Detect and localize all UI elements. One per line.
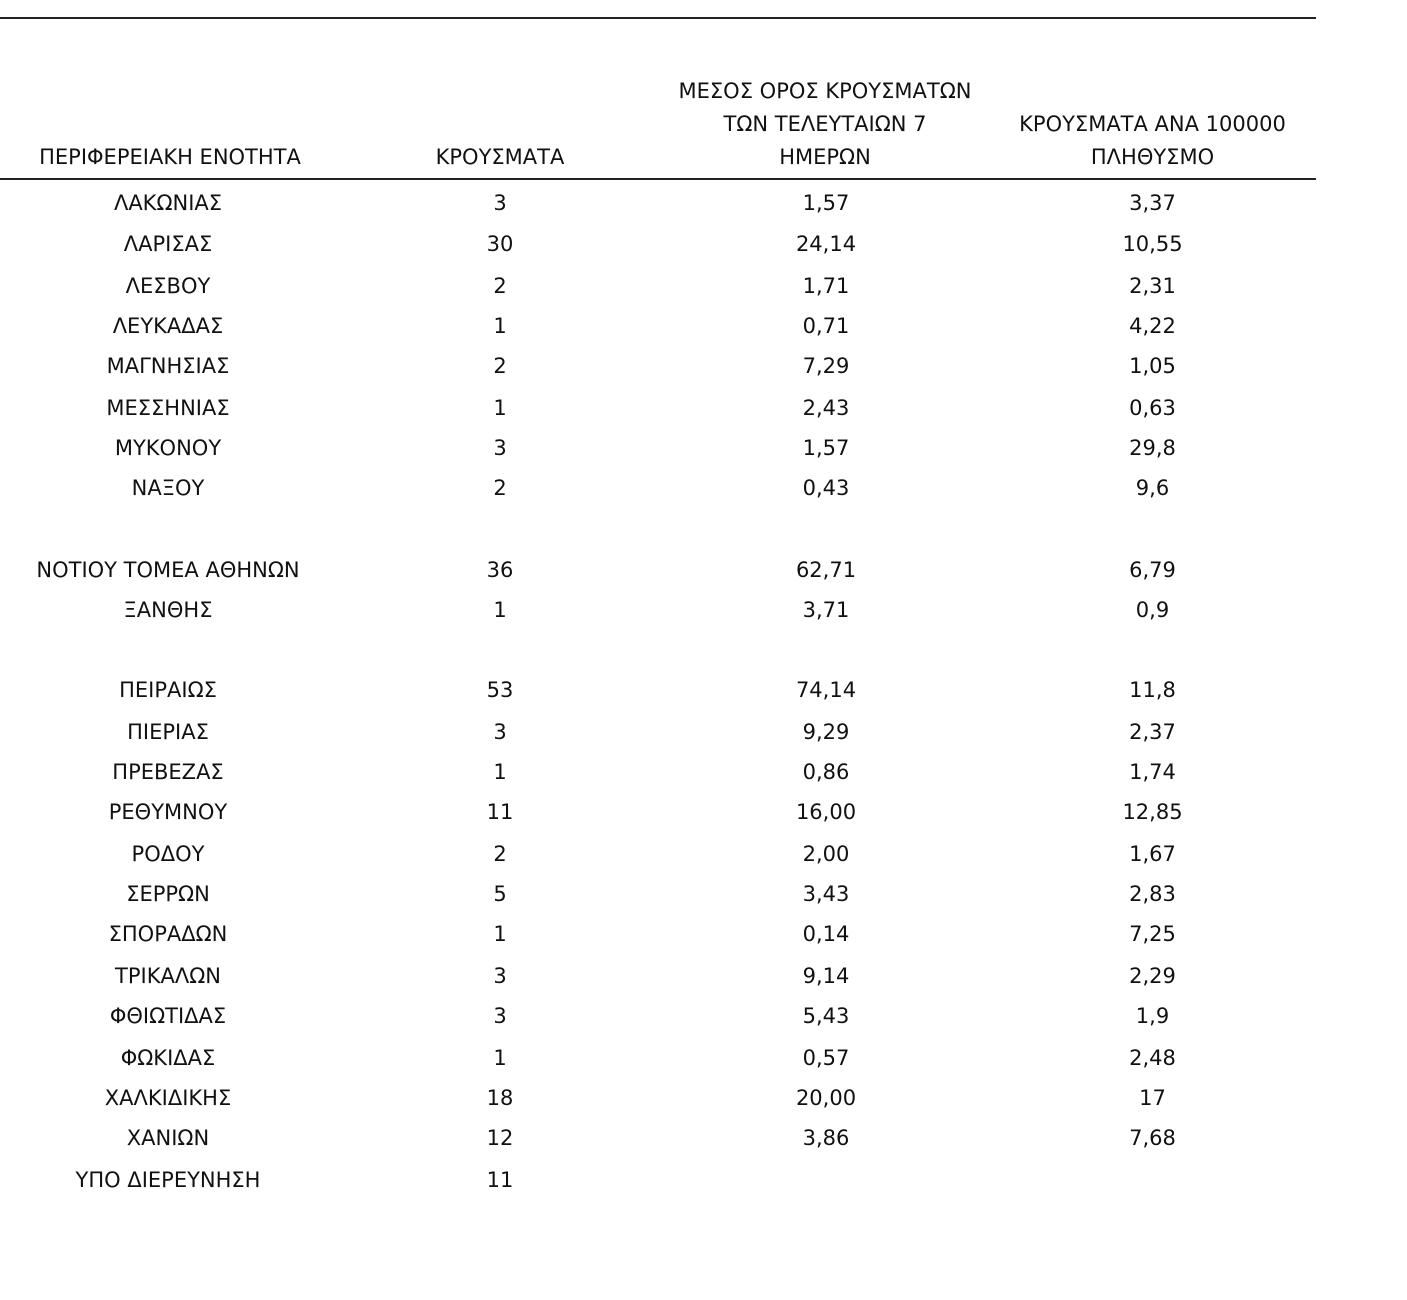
cell-cases: 3: [493, 436, 507, 460]
cell-avg7: 74,14: [795, 678, 857, 702]
cell-region: ΠΡΕΒΕΖΑΣ: [112, 760, 224, 784]
cell-cases: 2: [493, 354, 507, 378]
cell-avg7: 2,00: [802, 842, 850, 866]
cell-cases: 11: [486, 1168, 514, 1192]
cell-region: ΝΑΞΟΥ: [131, 476, 205, 500]
cell-region: ΥΠΟ ΔΙΕΡΕΥΝΗΣΗ: [75, 1168, 261, 1192]
table-row: [0, 183, 1316, 223]
table-row: [0, 590, 1316, 630]
cell-avg7: 9,14: [802, 964, 850, 988]
cell-avg7: 16,00: [795, 800, 857, 824]
cell-per100k: 1,67: [1129, 842, 1176, 866]
cell-region: ΜΥΚΟΝΟΥ: [114, 436, 222, 460]
cell-region: ΡΟΔΟΥ: [131, 842, 205, 866]
cell-cases: 18: [486, 1086, 514, 1110]
header-avg7-line3: ΗΜΕΡΩΝ: [779, 145, 871, 169]
cell-per100k: 11,8: [1129, 678, 1176, 702]
cell-cases: 3: [493, 1004, 507, 1028]
table-row: [0, 1078, 1316, 1118]
table-row: [0, 996, 1316, 1036]
cell-region: ΦΩΚΙΔΑΣ: [120, 1046, 216, 1070]
header-avg7: [655, 75, 995, 174]
cell-cases: 3: [493, 964, 507, 988]
header-region: [0, 141, 340, 174]
table-row: [0, 346, 1316, 386]
table-row: [0, 752, 1316, 792]
cell-per100k: 2,37: [1129, 720, 1176, 744]
cell-per100k: 2,48: [1129, 1046, 1176, 1070]
cell-cases: 2: [493, 842, 507, 866]
table-header: [0, 80, 1316, 178]
cell-region: ΜΑΓΝΗΣΙΑΣ: [106, 354, 230, 378]
header-cases-label: ΚΡΟΥΣΜΑΤΑ: [435, 145, 565, 169]
header-per100k-line2: ΠΛΗΘΥΣΜΟ: [1090, 145, 1215, 169]
cell-region: ΛΑΚΩΝΙΑΣ: [113, 191, 223, 215]
table-row: [0, 428, 1316, 468]
table-row: [0, 874, 1316, 914]
cell-per100k: 0,9: [1135, 598, 1170, 622]
cell-avg7: 1,57: [802, 436, 850, 460]
cell-per100k: 9,6: [1135, 476, 1170, 500]
table-row: [0, 550, 1316, 590]
cell-per100k: 2,83: [1129, 882, 1176, 906]
cell-per100k: 1,05: [1129, 354, 1176, 378]
cell-avg7: 0,71: [802, 314, 850, 338]
cell-avg7: 0,86: [802, 760, 850, 784]
cell-cases: 36: [486, 558, 514, 582]
header-avg7-line1: ΜΕΣΟΣ ΟΡΟΣ ΚΡΟΥΣΜΑΤΩΝ: [678, 79, 972, 103]
cell-per100k: 0,63: [1129, 396, 1176, 420]
table-row: [0, 712, 1316, 752]
cell-avg7: 24,14: [795, 232, 857, 256]
cell-region: ΣΕΡΡΩΝ: [126, 882, 210, 906]
top-border: [0, 17, 1316, 19]
cell-avg7: 3,86: [802, 1126, 850, 1150]
table-row: [0, 306, 1316, 346]
cell-cases: 1: [493, 314, 507, 338]
cell-per100k: 7,25: [1129, 922, 1176, 946]
header-avg7-line2: ΤΩΝ ΤΕΛΕΥΤΑΙΩΝ 7: [723, 112, 927, 136]
cell-per100k: 7,68: [1129, 1126, 1176, 1150]
cell-cases: 53: [486, 678, 514, 702]
cell-avg7: 2,43: [802, 396, 850, 420]
cell-per100k: 17: [1139, 1086, 1166, 1110]
cell-cases: 30: [486, 232, 514, 256]
table-row: [0, 956, 1316, 996]
cell-avg7: 9,29: [802, 720, 850, 744]
cell-avg7: 20,00: [795, 1086, 857, 1110]
cell-region: ΠΙΕΡΙΑΣ: [127, 720, 209, 744]
cell-per100k: 6,79: [1129, 558, 1176, 582]
cell-cases: 12: [486, 1126, 514, 1150]
table-row: [0, 388, 1316, 428]
cell-cases: 1: [493, 922, 507, 946]
cell-cases: 1: [493, 598, 507, 622]
cell-region: ΜΕΣΣΗΝΙΑΣ: [106, 396, 230, 420]
cell-cases: 2: [493, 274, 507, 298]
cell-per100k: 3,37: [1129, 191, 1176, 215]
cell-avg7: 3,43: [802, 882, 850, 906]
table-row: [0, 1118, 1316, 1158]
cell-cases: 3: [493, 191, 507, 215]
cell-cases: 1: [493, 760, 507, 784]
table-row: [0, 224, 1316, 264]
cell-per100k: 2,29: [1129, 964, 1176, 988]
cell-cases: 11: [486, 800, 514, 824]
cell-region: ΛΑΡΙΣΑΣ: [123, 232, 213, 256]
cell-avg7: 0,14: [802, 922, 850, 946]
header-cases: [400, 141, 600, 174]
header-region-label: ΠΕΡΙΦΕΡΕΙΑΚΗ ΕΝΟΤΗΤΑ: [39, 145, 301, 169]
cell-avg7: 3,71: [802, 598, 850, 622]
cell-per100k: 29,8: [1129, 436, 1176, 460]
cell-region: ΧΑΛΚΙΔΙΚΗΣ: [104, 1086, 232, 1110]
cell-region: ΠΕΙΡΑΙΩΣ: [119, 678, 217, 702]
cell-cases: 2: [493, 476, 507, 500]
header-per100k: [995, 108, 1310, 174]
header-per100k-line1: ΚΡΟΥΣΜΑΤΑ ΑΝΑ 100000: [1019, 112, 1286, 136]
cell-per100k: 2,31: [1129, 274, 1176, 298]
cell-avg7: 7,29: [802, 354, 850, 378]
cell-region: ΛΕΥΚΑΔΑΣ: [112, 314, 224, 338]
table-row: [0, 670, 1316, 710]
cell-avg7: 62,71: [795, 558, 857, 582]
cell-avg7: 1,57: [802, 191, 850, 215]
cell-per100k: 10,55: [1122, 232, 1183, 256]
cell-region: ΧΑΝΙΩΝ: [126, 1126, 210, 1150]
cell-per100k: 1,74: [1129, 760, 1176, 784]
cell-region: ΤΡΙΚΑΛΩΝ: [115, 964, 221, 988]
table-row: [0, 792, 1316, 832]
header-border: [0, 178, 1316, 180]
cell-region: ΝΟΤΙΟΥ ΤΟΜΕΑ ΑΘΗΝΩΝ: [36, 558, 300, 582]
cell-avg7: 0,57: [802, 1046, 850, 1070]
cell-per100k: 4,22: [1129, 314, 1176, 338]
table-row: [0, 468, 1316, 508]
table-row: [0, 914, 1316, 954]
cell-region: ΞΑΝΘΗΣ: [123, 598, 213, 622]
cell-avg7: 0,43: [802, 476, 850, 500]
table-row: [0, 834, 1316, 874]
cell-avg7: 5,43: [802, 1004, 850, 1028]
cell-per100k: 1,9: [1135, 1004, 1170, 1028]
table-row: [0, 1160, 1316, 1200]
cell-per100k: 12,85: [1122, 800, 1183, 824]
cell-region: ΦΘΙΩΤΙΔΑΣ: [109, 1004, 227, 1028]
cell-cases: 3: [493, 720, 507, 744]
cell-cases: 1: [493, 1046, 507, 1070]
table-row: [0, 1038, 1316, 1078]
cell-region: ΡΕΘΥΜΝΟΥ: [108, 800, 228, 824]
cell-region: ΣΠΟΡΑΔΩΝ: [108, 922, 228, 946]
cell-avg7: 1,71: [802, 274, 850, 298]
table-row: [0, 266, 1316, 306]
cell-cases: 1: [493, 396, 507, 420]
cell-cases: 5: [493, 882, 507, 906]
cell-region: ΛΕΣΒΟΥ: [125, 274, 211, 298]
